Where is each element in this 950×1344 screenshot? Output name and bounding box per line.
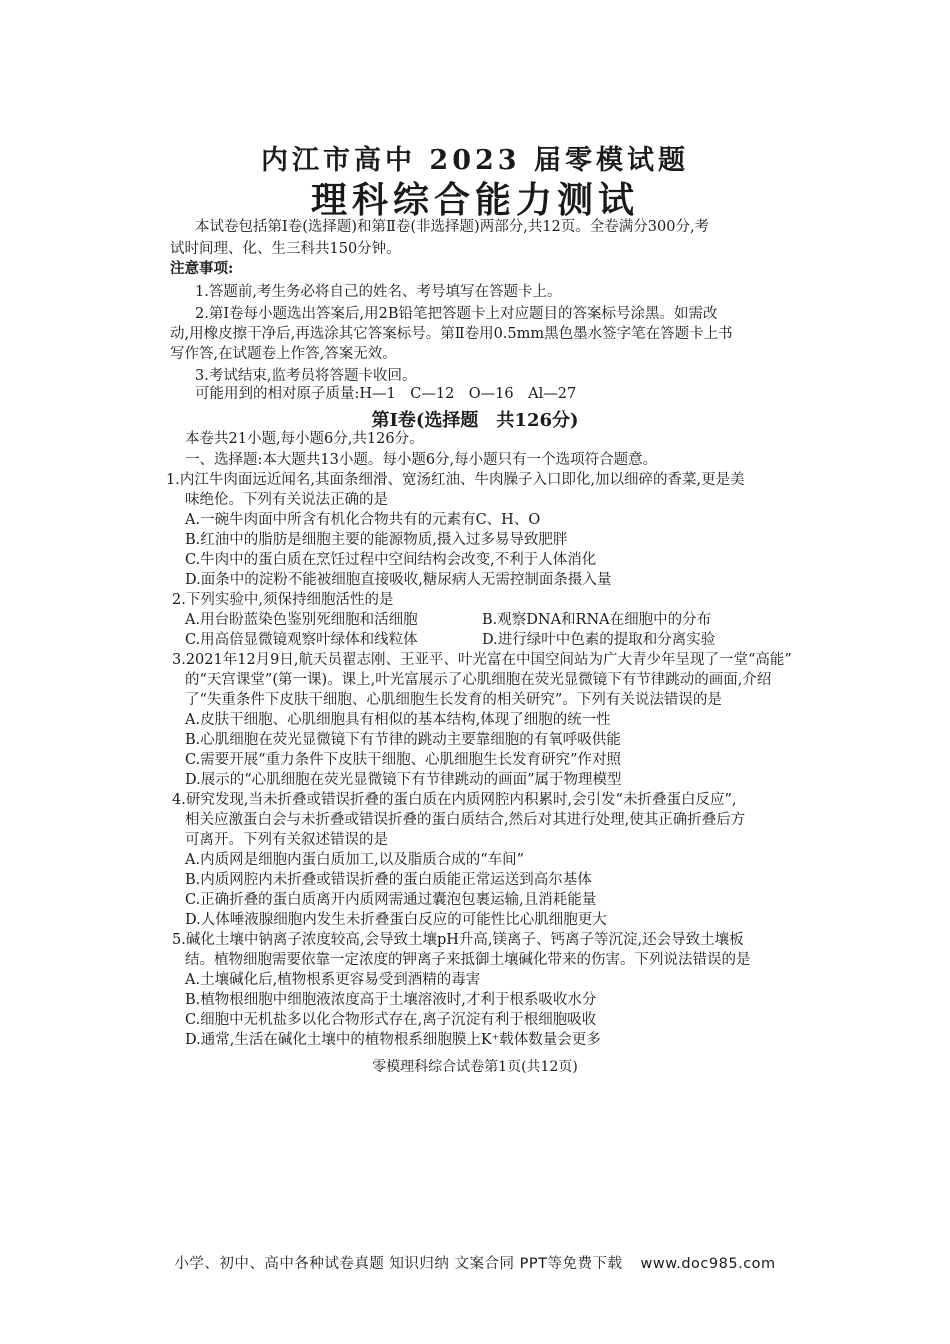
q3-option-a: A.皮肤干细胞、心肌细胞具有相似的基本结构,体现了细胞的统一性: [185, 712, 611, 728]
q3-stem-line-2: 的“天宫课堂”(第一课)。课上,叶光富展示了心肌细胞在荧光显微镜下有节律跳动的画面,介绍: [185, 672, 772, 688]
q2-option-c: C.用高倍显微镜观察叶绿体和线粒体: [185, 632, 418, 648]
q1-option-a: A.一碗牛肉面中所含有机化合物共有的元素有C、H、O: [185, 512, 541, 528]
q4-option-b: B.内质网腔内未折叠或错误折叠的蛋白质能正常运送到高尔基体: [185, 872, 592, 888]
q1-option-b: B.红油中的脂肪是细胞主要的能源物质,摄入过多易导致肥胖: [185, 532, 568, 548]
q3-stem-line-3: 了“失重条件下皮肤干细胞、心肌细胞生长发育的相关研究”。下列有关说法错误的是: [185, 692, 722, 708]
exam-subject-title: 理科综合能力测试: [310, 179, 639, 221]
q4-option-a: A.内质网是细胞内蛋白质加工,以及脂质合成的“车间”: [185, 852, 525, 868]
q2-option-d: D.进行绿叶中色素的提取和分离实验: [482, 632, 716, 648]
q3-stem-line-1: 3.2021年12月9日,航天员翟志刚、王亚平、叶光富在中国空间站为广大青少年呈现了一堂“高能”: [172, 652, 792, 668]
q1-stem-line-1: 1.内江牛肉面远近闻名,其面条细滑、宽汤红油、牛肉臊子入口即化,加以细碎的香菜,更是美: [166, 472, 745, 488]
notes-item-2-line-1: 2.第Ⅰ卷每小题选出答案后,用2B铅笔把答题卡上对应题目的答案标号涂黑。如需改: [195, 306, 718, 322]
q5-option-b: B.植物根细胞中细胞液浓度高于土壤溶液时,才利于根系吸收水分: [185, 992, 597, 1008]
q5-stem-line-2: 结。植物细胞需要依靠一定浓度的钾离子来抵御土壤碱化带来的伤害。下列说法错误的是: [185, 952, 751, 968]
notes-item-2-line-3: 写作答,在试题卷上作答,答案无效。: [170, 346, 397, 362]
q4-stem-line-1: 4.研究发现,当未折叠或错误折叠的蛋白质在内质网腔内积累时,会引发“未折叠蛋白反应”,: [172, 792, 737, 808]
q4-option-c: C.正确折叠的蛋白质离开内质网需通过囊泡包裹运输,且消耗能量: [185, 892, 597, 908]
q5-option-c: C.细胞中无机盐多以化合物形式存在,离子沉淀有利于根细胞吸收: [185, 1012, 597, 1028]
q4-stem-line-3: 可离开。下列有关叙述错误的是: [185, 832, 388, 848]
watermark-site-link[interactable]: www.doc985.com: [640, 1256, 776, 1272]
q3-option-c: C.需要开展“重力条件下皮肤干细胞、心肌细胞生长发育研究”作对照: [185, 752, 622, 768]
q5-stem-line-1: 5.碱化土壤中钠离子浓度较高,会导致土壤pH升高,镁离子、钙离子等沉淀,还会导致土壤板: [172, 932, 744, 948]
q1-stem-line-2: 味绝伦。下列有关说法正确的是: [185, 492, 388, 508]
section-1-desc: 本卷共21小题,每小题6分,共126分。: [185, 431, 424, 447]
notes-heading: 注意事项:: [170, 260, 234, 277]
exam-title: 内江市高中 2023 届零模试题: [261, 145, 689, 176]
section-1-title: 第Ⅰ卷(选择题 共126分): [371, 410, 579, 431]
watermark-text: 小学、初中、高中各种试卷真题 知识归纳 文案合同 PPT等免费下载: [174, 1256, 623, 1272]
q4-stem-line-2: 相关应激蛋白会与未折叠或错误折叠的蛋白质结合,然后对其进行处理,使其正确折叠后方: [185, 812, 746, 828]
notes-item-1: 1.答题前,考生务必将自己的姓名、考号填写在答题卡上。: [195, 284, 562, 300]
notes-item-2-line-2: 动,用橡皮擦干净后,再选涂其它答案标号。第Ⅱ卷用0.5mm黑色墨水签字笔在答题卡上书: [170, 326, 733, 342]
intro-line-2: 试时间理、化、生三科共150分钟。: [170, 241, 401, 257]
q2-stem: 2.下列实验中,须保持细胞活性的是: [172, 592, 394, 608]
q2-option-b: B.观察DNA和RNA在细胞中的分布: [482, 612, 712, 628]
atomic-masses: 可能用到的相对原子质量:H—1 C—12 O—16 Al—27: [195, 386, 577, 402]
q1-option-c: C.牛肉中的蛋白质在烹饪过程中空间结构会改变,不利于人体消化: [185, 552, 597, 568]
q3-option-b: B.心肌细胞在荧光显微镜下有节律的跳动主要靠细胞的有氧呼吸供能: [185, 732, 621, 748]
page-footer: 零模理科综合试卷第1页(共12页): [372, 1059, 578, 1075]
q2-option-a: A.用台盼蓝染色鉴别死细胞和活细胞: [185, 612, 418, 628]
q1-option-d: D.面条中的淀粉不能被细胞直接吸收,糖尿病人无需控制面条摄入量: [185, 572, 612, 588]
q5-option-a: A.土壤碱化后,植物根系更容易受到酒精的毒害: [185, 972, 481, 988]
q3-option-d: D.展示的“心肌细胞在荧光显微镜下有节律跳动的画面”属于物理模型: [185, 772, 622, 788]
q5-option-d: D.通常,生活在碱化土壤中的植物根系细胞膜上K⁺载体数量会更多: [185, 1032, 601, 1048]
q4-option-d: D.人体唾液腺细胞内发生未折叠蛋白反应的可能性比心肌细胞更大: [185, 912, 607, 928]
section-1-part: 一、选择题:本大题共13小题。每小题6分,每小题只有一个选项符合题意。: [185, 452, 658, 468]
intro-line-1: 本试卷包括第Ⅰ卷(选择题)和第Ⅱ卷(非选择题)两部分,共12页。全卷满分300分,考: [195, 219, 710, 235]
watermark-banner: [0, 1252, 950, 1273]
notes-item-3: 3.考试结束,监考员将答题卡收回。: [195, 368, 417, 384]
